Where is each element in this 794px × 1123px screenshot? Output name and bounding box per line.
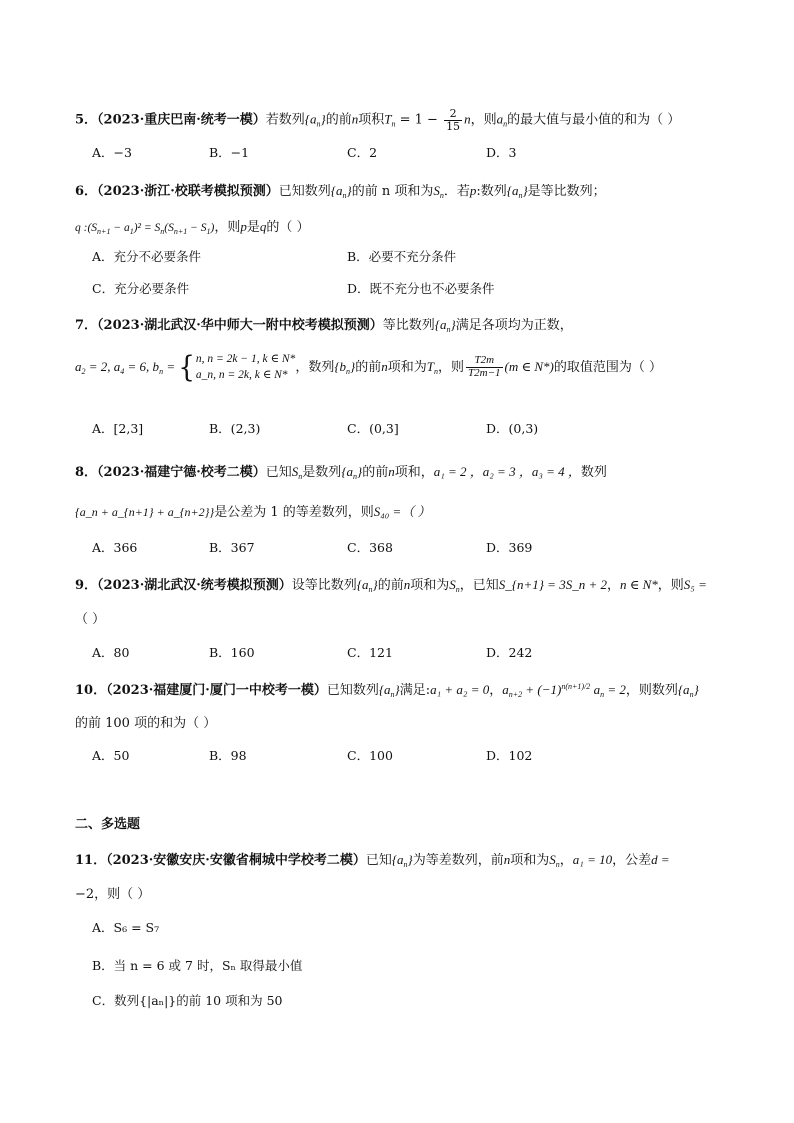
question-7-line2 <box>75 352 662 383</box>
option-a: A．S₆ = S₇ <box>92 920 160 935</box>
question-text: 是数列 <box>302 465 342 480</box>
question-text: 的前 <box>377 578 404 593</box>
question-6-line2 <box>75 220 310 236</box>
math-sub: n <box>600 690 605 699</box>
math-var: q <box>259 219 267 234</box>
question-source: （2023·湖北武汉·华中师大一附中校考模拟预测） <box>97 318 383 333</box>
question-text: ， <box>606 578 620 593</box>
math-var: n <box>381 359 388 375</box>
question-text: 为等差数列，前 <box>412 853 504 868</box>
question-number: 10． <box>75 683 107 698</box>
math-expr: = 2, a <box>85 359 121 375</box>
math-sequence: {a <box>330 183 343 198</box>
math-expr: = 6, b <box>124 359 160 375</box>
question-number: 6． <box>75 184 98 199</box>
left-brace-icon: { <box>178 351 195 385</box>
math-sub: n <box>518 191 523 200</box>
math-sequence: {a <box>677 682 690 697</box>
math-brace: } <box>372 577 378 592</box>
question-text: 的（ ） <box>266 220 310 235</box>
math-expr: a <box>75 359 82 375</box>
math-var: n <box>388 464 395 479</box>
math-brace: } <box>407 852 413 867</box>
question-text: 数列 <box>580 465 607 480</box>
question-source: （2023·福建宁德·校考二模） <box>97 465 266 480</box>
option-b: B．必要不充分条件 <box>347 249 457 264</box>
math-var: n <box>403 577 411 592</box>
math-expr: n ∈ N* <box>619 577 658 592</box>
question-11-line2: −2，则（ ） <box>75 887 151 902</box>
option-d: D．242 <box>486 645 533 660</box>
math-sequence: {a <box>341 464 354 479</box>
question-7 <box>75 318 573 334</box>
math-sub: 1 <box>129 227 134 236</box>
option-d: D．3 <box>486 145 517 160</box>
fraction-denominator: T2m−1 <box>468 367 501 380</box>
math-brace: } <box>346 183 352 198</box>
question-text: 项和为 <box>410 578 450 593</box>
math-sub: n <box>346 367 351 377</box>
option-d: D．369 <box>486 540 533 555</box>
math-expr: {a_n + a_{n+1} + a_{n+2}} <box>75 505 215 519</box>
question-text: 是公差为 1 的等差数列，则 <box>214 505 374 520</box>
math-var: T <box>384 111 392 127</box>
math-sub: 4 <box>120 367 125 377</box>
question-text: 的前 <box>362 465 389 480</box>
option-b: B．当 n = 6 或 7 时，Sₙ 取得最小值 <box>92 958 303 973</box>
math-sub: n+1 <box>173 227 188 236</box>
question-text: 的前 <box>355 360 382 376</box>
math-var: S <box>291 464 299 479</box>
math-expr: + (−1) <box>522 682 562 697</box>
math-expr: (S <box>164 222 174 234</box>
option-a: A．366 <box>92 540 138 555</box>
question-text: 项和， <box>394 465 434 480</box>
math-brace: } <box>394 682 400 697</box>
math-sequence: {a <box>304 111 317 127</box>
question-text: ，数列 <box>295 360 335 376</box>
math-var: n <box>351 111 359 127</box>
math-expr: a₁ = 10 <box>572 852 613 867</box>
math-expr: (m ∈ N*) <box>504 359 554 375</box>
question-text: ，则 <box>470 112 497 128</box>
option-c: C．(0,3] <box>347 421 399 436</box>
math-sequence: {a <box>434 317 447 332</box>
question-text: ， <box>489 683 503 698</box>
option-b: B．98 <box>209 748 247 763</box>
question-8-line2 <box>75 505 431 519</box>
question-source: （2023·福建厦门·厦门一中校考一模） <box>106 683 327 698</box>
question-text: 是 <box>246 220 260 235</box>
math-op: = 1 − <box>395 112 443 128</box>
option-a: A．[2,3] <box>92 421 144 436</box>
question-number: 8． <box>75 465 98 480</box>
math-brace: } <box>320 111 326 127</box>
question-9 <box>75 578 707 594</box>
fraction <box>466 355 502 379</box>
question-6 <box>75 184 606 200</box>
question-5 <box>75 108 680 132</box>
math-exponent: n(n+1)/2 <box>561 682 591 691</box>
math-sequence: {a <box>356 577 369 592</box>
question-text: 若数列 <box>265 112 305 128</box>
math-var: p <box>240 219 247 234</box>
math-sub: n <box>353 472 358 481</box>
math-sub: n <box>403 860 408 869</box>
math-sub: n <box>298 472 303 481</box>
question-text: 已知 <box>365 853 392 868</box>
section-heading: 二、多选题 <box>75 817 141 832</box>
question-text: ， <box>559 853 573 868</box>
question-text: 是等比数列； <box>527 184 606 199</box>
math-expr: q :(S <box>75 222 98 234</box>
fraction-denominator: 15 <box>446 119 461 133</box>
math-sub: n <box>555 860 560 869</box>
math-var: n <box>503 852 511 867</box>
math-brace: } <box>450 317 456 332</box>
question-text: ，公差 <box>612 853 652 868</box>
math-sub: n <box>160 227 165 236</box>
math-sub: n <box>316 119 321 129</box>
question-11 <box>75 853 670 869</box>
question-number: 11． <box>75 853 107 868</box>
math-var: a <box>502 682 509 697</box>
math-sub: 2 <box>81 367 86 377</box>
question-text: 项积 <box>358 112 385 128</box>
math-expr: − S <box>187 222 207 234</box>
option-c: C．121 <box>347 645 393 660</box>
question-text: 的前 <box>325 112 352 128</box>
option-b: B．160 <box>209 645 255 660</box>
fraction-numerator: T2m <box>466 355 502 368</box>
question-text: 项和为 <box>510 853 550 868</box>
question-source: （2023·安徽安庆·安徽省桐城中学校考二模） <box>106 853 366 868</box>
question-text: 等比数列 <box>382 318 435 333</box>
option-b: B．−1 <box>209 145 250 160</box>
math-sub: n <box>439 191 444 200</box>
option-a: A．−3 <box>92 145 132 160</box>
math-expr: S₅ = <box>683 577 707 592</box>
question-text: ，则 <box>657 578 684 593</box>
question-9-line2: （ ） <box>75 612 106 627</box>
option-a: A．80 <box>92 645 130 660</box>
piecewise-cases <box>196 352 295 383</box>
math-sequence: {a <box>391 852 404 867</box>
option-d: D．(0,3) <box>486 421 539 436</box>
math-expr: = <box>163 359 179 375</box>
question-source: （2023·重庆巴南·统考一模） <box>97 112 266 128</box>
option-c: C．数列{|aₙ|}的前 10 项和为 50 <box>92 993 283 1008</box>
question-source: （2023·湖北武汉·统考模拟预测） <box>97 578 292 593</box>
math-sequence: {b <box>334 359 347 375</box>
question-text: ．若 <box>443 184 470 199</box>
question-text: :数列 <box>476 184 507 199</box>
math-var: S <box>549 852 556 867</box>
math-sequence: {a <box>506 183 519 198</box>
fraction <box>444 108 462 132</box>
question-source: （2023·浙江·校联考模拟预测） <box>97 184 279 199</box>
question-text: 已知 <box>265 465 292 480</box>
question-text: 的取值范围为（ ） <box>553 360 662 376</box>
option-a: A．50 <box>92 748 130 763</box>
question-text: 设等比数列 <box>291 578 357 593</box>
question-text: ，则 <box>214 220 241 235</box>
math-var: S <box>433 183 440 198</box>
option-c: C．368 <box>347 540 393 555</box>
math-expr: ) <box>210 222 215 234</box>
math-sub: n <box>689 690 694 699</box>
math-expr: a <box>590 682 601 697</box>
math-sequence: {a <box>378 682 391 697</box>
math-brace: } <box>693 682 699 697</box>
math-sub: n <box>159 367 164 377</box>
question-number: 7． <box>75 318 98 333</box>
option-d: D．102 <box>486 748 533 763</box>
math-brace: } <box>357 464 363 479</box>
math-var: n <box>464 111 471 127</box>
math-sub: n <box>391 119 396 129</box>
option-c: C．充分必要条件 <box>92 281 190 296</box>
math-expr: = 2 <box>604 682 626 697</box>
option-c: C．2 <box>347 145 378 160</box>
option-b: B．367 <box>209 540 255 555</box>
question-number: 5． <box>75 112 98 128</box>
question-10 <box>75 683 699 699</box>
math-sub: n+2 <box>508 690 523 699</box>
option-d: D．既不充分也不必要条件 <box>347 281 495 296</box>
case-row: a_n, n = 2k, k ∈ N* <box>195 368 288 381</box>
question-8 <box>75 465 607 481</box>
option-b: B．(2,3) <box>209 421 261 436</box>
math-expr: )² = S <box>133 222 161 234</box>
question-text: 的最大值与最小值的和为（ ） <box>507 112 681 128</box>
math-brace: } <box>350 359 356 375</box>
question-text: ，已知 <box>459 578 499 593</box>
question-text: 项和为 <box>387 360 427 376</box>
math-var: S <box>449 577 456 592</box>
math-sub: 1 <box>206 227 211 236</box>
question-text: 的前 n 项和为 <box>351 184 434 199</box>
math-var: T <box>426 359 434 375</box>
question-number: 9． <box>75 578 98 593</box>
question-text: 已知数列 <box>326 683 379 698</box>
question-text: 满足各项均为正数， <box>455 318 573 333</box>
math-expr: S_{n+1} = 3S_n + 2 <box>498 577 607 592</box>
question-text: 已知数列 <box>278 184 331 199</box>
math-expr: d = <box>651 852 670 867</box>
option-c: C．100 <box>347 748 393 763</box>
question-10-line2: 的前 100 项的和为（ ） <box>75 716 217 731</box>
math-sub: n <box>390 690 395 699</box>
math-sub: n <box>455 585 460 594</box>
question-text: 满足: <box>399 683 431 698</box>
math-sub: n <box>368 585 373 594</box>
math-sub: n <box>503 119 508 129</box>
math-sub: n+1 <box>97 227 111 236</box>
question-text: ，则数列 <box>625 683 678 698</box>
math-var: p <box>469 183 477 198</box>
math-sub: n <box>446 325 451 334</box>
math-expr: a₁ = 2 ，a₂ = 3 ，a₃ = 4 ， <box>433 464 581 479</box>
math-var: a <box>496 111 504 127</box>
case-row: n, n = 2k − 1, k ∈ N* <box>195 353 296 365</box>
math-expr: a₁ + a₂ = 0 <box>430 682 490 697</box>
fraction-numerator: 2 <box>444 108 462 121</box>
math-brace: } <box>522 183 528 198</box>
math-expr: S₄₀ =（ ） <box>373 504 431 519</box>
question-text: ，则 <box>438 360 465 376</box>
math-sub: n <box>342 191 347 200</box>
math-sub: n <box>434 367 438 377</box>
option-a: A．充分不必要条件 <box>92 249 202 264</box>
math-expr: − a <box>110 222 130 234</box>
